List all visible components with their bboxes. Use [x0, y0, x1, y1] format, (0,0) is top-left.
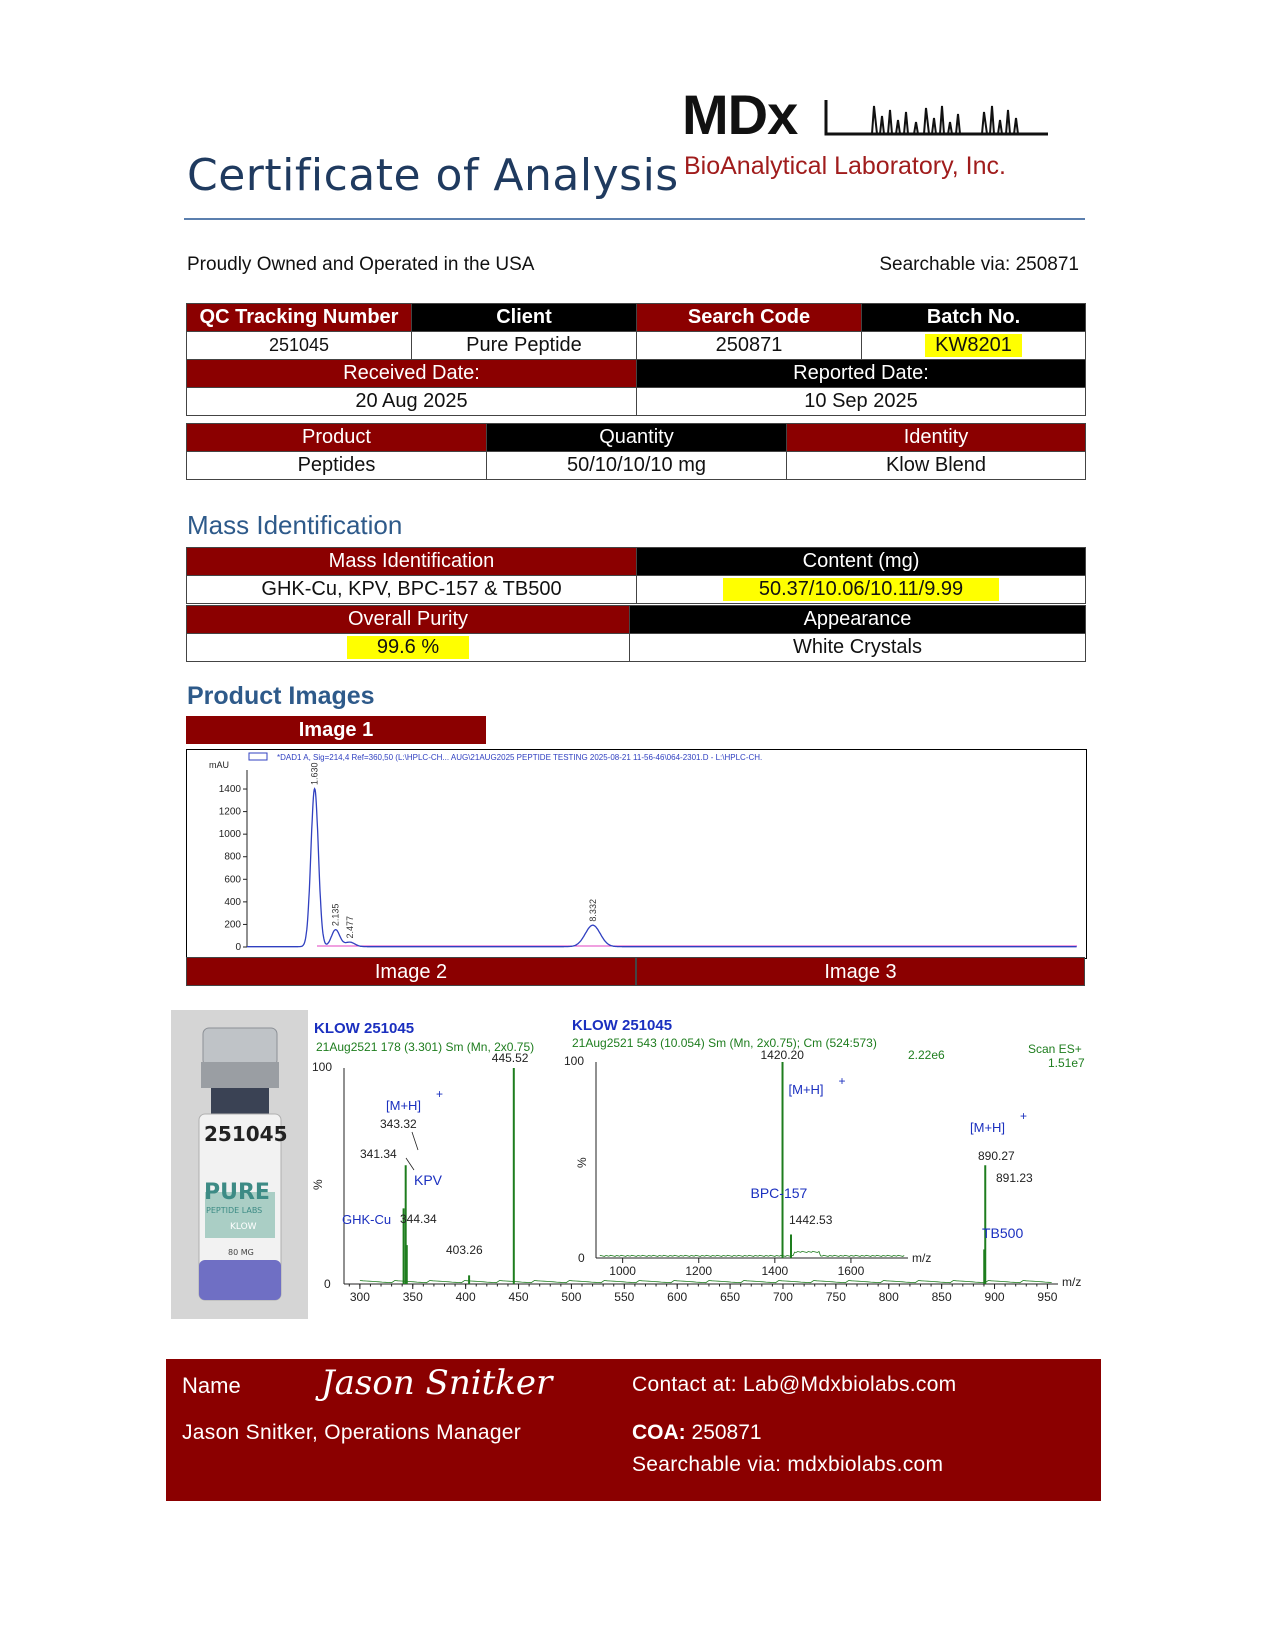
reported-date-value: 10 Sep 2025 — [637, 388, 1086, 416]
msA-ghk: GHK-Cu — [342, 1212, 392, 1227]
msA-scan: Scan ES+ — [1028, 1042, 1082, 1056]
msA-tb500: TB500 — [982, 1225, 1024, 1241]
chrom-peak-label: 2.477 — [344, 915, 355, 939]
chrom-ylabel: mAU — [209, 760, 229, 770]
msA-xtick-label: 450 — [508, 1290, 529, 1304]
msB-noise — [600, 1251, 904, 1256]
vial-number: 251045 — [204, 1122, 288, 1146]
msB-mh-plus: + — [838, 1074, 846, 1088]
msA-label-403: 403.26 — [446, 1243, 483, 1257]
product-table — [186, 423, 1086, 480]
tagline: Proudly Owned and Operated in the USA — [187, 254, 535, 275]
msA-label-445: 445.52 — [491, 1051, 529, 1065]
chromatogram-chart — [187, 750, 1086, 958]
search-code-value: 250871 — [637, 332, 862, 360]
msB-ylabel: % — [575, 1157, 589, 1168]
signature: Jason Snitker — [321, 1363, 553, 1403]
msA-mh-tb500: [M+H] — [970, 1120, 1006, 1135]
msA-xtick-label: 900 — [984, 1290, 1005, 1304]
chrom-ytick-label: 800 — [224, 851, 241, 863]
msA-xtick-label: 550 — [614, 1290, 635, 1304]
msA-y0: 0 — [324, 1277, 331, 1291]
search-code-header: Search Code — [637, 304, 862, 332]
msB-xtick-label: 1400 — [761, 1264, 789, 1278]
vial-dose: 80 MG — [228, 1248, 254, 1257]
qc-table — [186, 303, 1086, 416]
product-value: Peptides — [187, 452, 487, 480]
client-value: Pure Peptide — [412, 332, 637, 360]
purity-table — [186, 605, 1086, 662]
msA-xtick-label: 600 — [667, 1290, 688, 1304]
msA-xtick-label: 950 — [1037, 1290, 1058, 1304]
vial-product: KLOW — [230, 1222, 257, 1232]
msB-title: KLOW 251045 — [572, 1017, 673, 1034]
appearance-header: Appearance — [630, 606, 1086, 634]
footer-searchable[interactable]: Searchable via: mdxbiolabs.com — [632, 1453, 944, 1476]
chrom-trace — [247, 789, 1077, 947]
client-header: Client — [412, 304, 637, 332]
qc-tracking-value: 251045 — [187, 332, 412, 360]
mass-table — [186, 547, 1086, 604]
msA-kpv: KPV — [414, 1172, 443, 1188]
chrom-peak-label: 8.332 — [587, 899, 598, 922]
quantity-value: 50/10/10/10 mg — [487, 452, 787, 480]
image1-label: Image 1 — [186, 716, 486, 744]
msA-xtick-label: 700 — [772, 1290, 793, 1304]
msA-y100: 100 — [312, 1060, 333, 1074]
chrom-peak-label: 1.630 — [309, 762, 320, 786]
signer-name: Jason Snitker, Operations Manager — [182, 1421, 522, 1444]
mass-spectra-chart — [308, 1010, 1148, 1330]
content-value: 50.37/10.06/10.11/9.99 — [723, 578, 999, 601]
quantity-header: Quantity — [487, 424, 787, 452]
msA-label-890: 890.27 — [978, 1149, 1015, 1163]
vial-brand-sub: PEPTIDE LABS — [206, 1206, 263, 1215]
chrom-ytick-label: 400 — [224, 896, 241, 908]
purity-value: 99.6 % — [347, 636, 469, 659]
msB-label-1442: 1442.53 — [789, 1213, 833, 1227]
msB-xlabel: m/z — [912, 1251, 932, 1265]
msB-intensity: 2.22e6 — [908, 1048, 945, 1062]
logo-mdx: MDx — [682, 83, 798, 146]
coa-value: 250871 — [691, 1421, 762, 1444]
chrom-ytick-label: 1000 — [218, 829, 241, 841]
mass-section-title: Mass Identification — [187, 510, 403, 540]
chrom-title: *DAD1 A, Sig=214,4 Ref=360,50 (L:\HPLC-CH... AUG\21AUG2025 PEPTIDE TESTING 2025-08-21 11-56-46\064-2301.D - L:\HPLC-CH. — [277, 753, 763, 762]
chrom-ytick-label: 1400 — [218, 784, 241, 796]
received-date-header: Received Date: — [187, 360, 637, 388]
image3-label: Image 3 — [636, 957, 1085, 986]
msA-xtick-label: 300 — [349, 1290, 370, 1304]
reported-date-header: Reported Date: — [637, 360, 1086, 388]
qc-tracking-header: QC Tracking Number — [187, 304, 412, 332]
msA-scan-val: 1.51e7 — [1048, 1056, 1085, 1070]
msA-label-341: 341.34 — [360, 1147, 397, 1161]
msA-xtick-label: 400 — [455, 1290, 476, 1304]
mass-id-header: Mass Identification — [187, 548, 637, 576]
vial-brand: PURE — [204, 1180, 270, 1205]
msA-label-344: 344.34 — [400, 1212, 437, 1226]
msA-xtick-label: 850 — [931, 1290, 952, 1304]
name-label: Name — [182, 1373, 241, 1398]
page-title: Certificate of Analysis — [187, 150, 679, 201]
searchable-top: Searchable via: 250871 — [879, 254, 1079, 275]
product-header: Product — [187, 424, 487, 452]
msA-xtick-label: 650 — [720, 1290, 741, 1304]
msB-xtick-label: 1200 — [685, 1264, 713, 1278]
logo-lab-name: BioAnalytical Laboratory, Inc. — [684, 152, 1006, 180]
msA-subtitle: 21Aug2521 178 (3.301) Sm (Mn, 2x0.75) — [316, 1040, 535, 1054]
coa-number — [632, 1421, 762, 1445]
msA-ylabel: % — [311, 1179, 325, 1190]
chromatogram-frame — [186, 749, 1087, 959]
msB-subtitle: 21Aug2521 543 (10.054) Sm (Mn, 2x0.75); Cm (524:573) — [572, 1036, 877, 1050]
msB-xtick-label: 1000 — [609, 1264, 636, 1278]
signature-footer — [166, 1359, 1101, 1501]
msB-mh: [M+H] — [788, 1082, 824, 1097]
msA-mh-plus-1: + — [436, 1087, 444, 1101]
msA-noise — [360, 1281, 1052, 1283]
msA-title: KLOW 251045 — [314, 1020, 415, 1037]
msB-y0: 0 — [578, 1251, 585, 1265]
chrom-ytick-label: 600 — [224, 874, 241, 886]
msA-xtick-label: 750 — [825, 1290, 846, 1304]
vial-photo — [171, 1010, 308, 1319]
msA-mh-plus-3: + — [1020, 1109, 1028, 1123]
identity-value: Klow Blend — [787, 452, 1086, 480]
chrom-ytick-label: 0 — [235, 942, 241, 953]
mass-id-value: GHK-Cu, KPV, BPC-157 & TB500 — [187, 576, 637, 604]
msB-bpc: BPC-157 — [750, 1185, 808, 1201]
legend-swatch — [249, 753, 267, 760]
batch-header: Batch No. — [862, 304, 1086, 332]
logo-spectrum-icon — [822, 98, 1052, 140]
identity-header: Identity — [787, 424, 1086, 452]
chrom-ytick-label: 1200 — [218, 806, 241, 818]
header-divider — [184, 218, 1085, 220]
msA-leader-lines — [406, 1132, 418, 1170]
msA-label-343: 343.32 — [380, 1117, 417, 1131]
contact-email[interactable]: Contact at: Lab@Mdxbiolabs.com — [632, 1373, 957, 1396]
msA-xtick-label: 350 — [402, 1290, 423, 1304]
received-date-value: 20 Aug 2025 — [187, 388, 637, 416]
chrom-peak-label: 2.135 — [330, 903, 341, 927]
msB-label-1420: 1420.20 — [760, 1048, 804, 1062]
vial-image — [171, 1010, 308, 1319]
msB-xtick-label: 1600 — [837, 1264, 865, 1278]
purity-header: Overall Purity — [187, 606, 630, 634]
appearance-value: White Crystals — [630, 634, 1086, 662]
content-header: Content (mg) — [637, 548, 1086, 576]
msB-y100: 100 — [564, 1054, 585, 1068]
msA-xtick-label: 800 — [878, 1290, 899, 1304]
batch-value: KW8201 — [925, 334, 1022, 357]
image2-label: Image 2 — [186, 957, 636, 986]
chrom-ytick-label: 200 — [224, 919, 241, 931]
msA-xlabel: m/z — [1062, 1275, 1082, 1289]
msA-xtick-label: 500 — [561, 1290, 582, 1304]
coa-label: COA: — [632, 1421, 686, 1444]
msA-label-891: 891.23 — [996, 1171, 1033, 1185]
msA-mh-kpv: [M+H] — [386, 1098, 422, 1113]
product-images-title: Product Images — [187, 682, 375, 710]
